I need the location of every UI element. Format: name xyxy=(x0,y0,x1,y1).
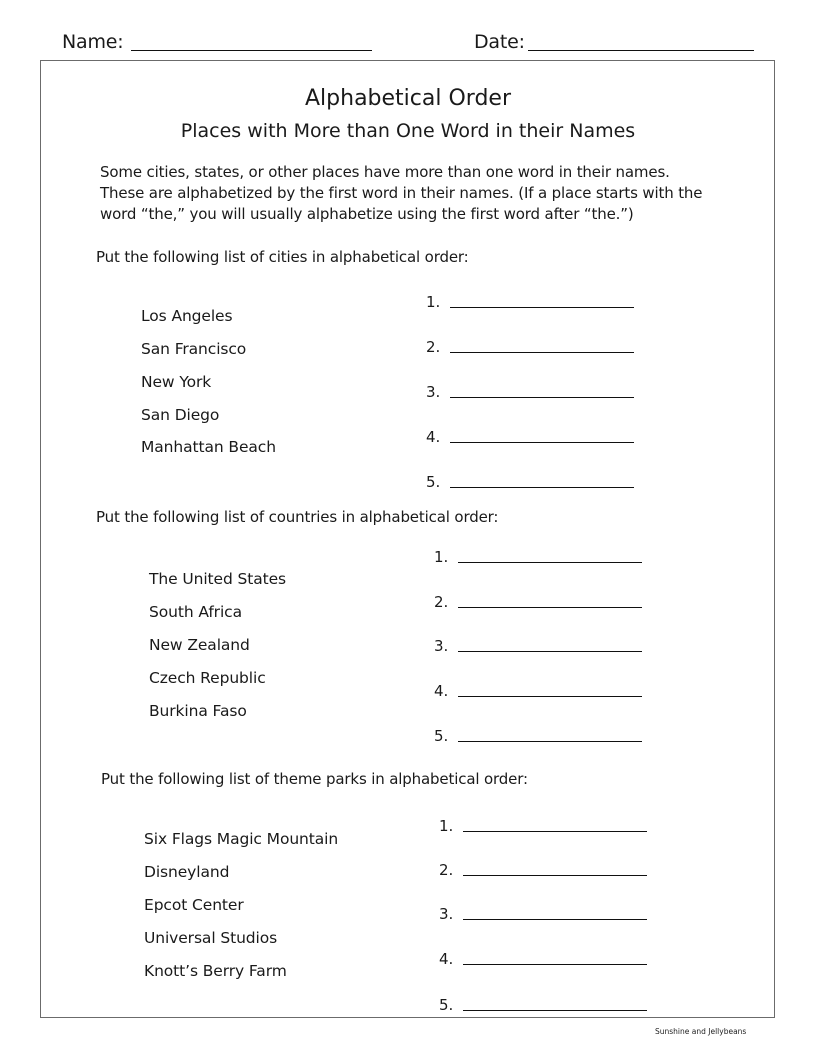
answer-blank[interactable] xyxy=(450,352,634,353)
answer-blank[interactable] xyxy=(463,919,647,920)
city-item: Manhattan Beach xyxy=(141,438,276,456)
cities-prompt: Put the following list of cities in alphabetical order: xyxy=(96,248,469,266)
cities-answer-3 xyxy=(426,383,634,401)
intro-paragraph xyxy=(100,162,702,225)
answer-blank[interactable] xyxy=(458,651,642,652)
answer-blank[interactable] xyxy=(450,307,634,308)
answer-number: 2. xyxy=(426,338,441,356)
answer-number: 3. xyxy=(439,905,454,923)
countries-answer-4 xyxy=(434,682,642,700)
countries-answer-5 xyxy=(434,727,642,745)
answer-blank[interactable] xyxy=(458,607,642,608)
answer-number: 5. xyxy=(434,727,449,745)
city-item: San Francisco xyxy=(141,340,247,358)
answer-blank[interactable] xyxy=(450,397,634,398)
intro-line: Some cities, states, or other places have more than one word in their names. xyxy=(100,163,670,181)
theme-parks-answer-2 xyxy=(439,861,647,879)
answer-blank[interactable] xyxy=(450,487,634,488)
countries-prompt: Put the following list of countries in alphabetical order: xyxy=(96,508,499,526)
city-item: San Diego xyxy=(141,406,220,424)
intro-line: These are alphabetized by the first word in their names. (If a place starts with the xyxy=(100,184,703,202)
theme-parks-answer-3 xyxy=(439,905,647,923)
cities-answer-5 xyxy=(426,473,634,491)
answer-number: 1. xyxy=(439,817,454,835)
cities-answer-4 xyxy=(426,428,634,446)
cities-answer-1 xyxy=(426,293,634,311)
intro-line: word “the,” you will usually alphabetize using the first word after “the.”) xyxy=(100,205,634,223)
theme-park-item: Disneyland xyxy=(144,863,230,881)
theme-park-item: Six Flags Magic Mountain xyxy=(144,830,339,848)
answer-blank[interactable] xyxy=(458,562,642,563)
city-item: Los Angeles xyxy=(141,307,233,325)
answer-blank[interactable] xyxy=(458,741,642,742)
answer-number: 1. xyxy=(434,548,449,566)
answer-blank[interactable] xyxy=(450,442,634,443)
answer-blank[interactable] xyxy=(463,964,647,965)
worksheet-title: Alphabetical Order xyxy=(305,86,511,111)
answer-number: 3. xyxy=(434,637,449,655)
country-item: Czech Republic xyxy=(149,669,266,687)
country-item: The United States xyxy=(149,570,287,588)
theme-parks-answer-1 xyxy=(439,817,647,835)
credit-text: Sunshine and Jellybeans xyxy=(655,1027,747,1036)
answer-number: 2. xyxy=(439,861,454,879)
answer-number: 4. xyxy=(426,428,441,446)
worksheet-subtitle: Places with More than One Word in their Names xyxy=(180,120,636,142)
answer-number: 4. xyxy=(439,950,454,968)
date-label: Date: xyxy=(474,31,525,53)
cities-answer-2 xyxy=(426,338,634,356)
name-field[interactable] xyxy=(131,50,372,51)
city-item: New York xyxy=(141,373,212,391)
answer-blank[interactable] xyxy=(458,696,642,697)
answer-number: 2. xyxy=(434,593,449,611)
answer-number: 4. xyxy=(434,682,449,700)
theme-park-item: Universal Studios xyxy=(144,929,278,947)
date-field[interactable] xyxy=(528,50,754,51)
answer-number: 5. xyxy=(426,473,441,491)
theme-park-item: Epcot Center xyxy=(144,896,244,914)
answer-number: 1. xyxy=(426,293,441,311)
countries-answer-2 xyxy=(434,593,642,611)
country-item: New Zealand xyxy=(149,636,250,654)
country-item: South Africa xyxy=(149,603,242,621)
countries-answer-3 xyxy=(434,637,642,655)
answer-blank[interactable] xyxy=(463,875,647,876)
name-label: Name: xyxy=(62,31,124,53)
answer-number: 3. xyxy=(426,383,441,401)
answer-number: 5. xyxy=(439,996,454,1014)
answer-blank[interactable] xyxy=(463,1010,647,1011)
country-item: Burkina Faso xyxy=(149,702,247,720)
theme-parks-answer-5 xyxy=(439,996,647,1014)
theme-parks-answer-4 xyxy=(439,950,647,968)
theme-parks-prompt: Put the following list of theme parks in alphabetical order: xyxy=(101,770,528,788)
theme-park-item: Knott’s Berry Farm xyxy=(144,962,287,980)
answer-blank[interactable] xyxy=(463,831,647,832)
countries-answer-1 xyxy=(434,548,642,566)
